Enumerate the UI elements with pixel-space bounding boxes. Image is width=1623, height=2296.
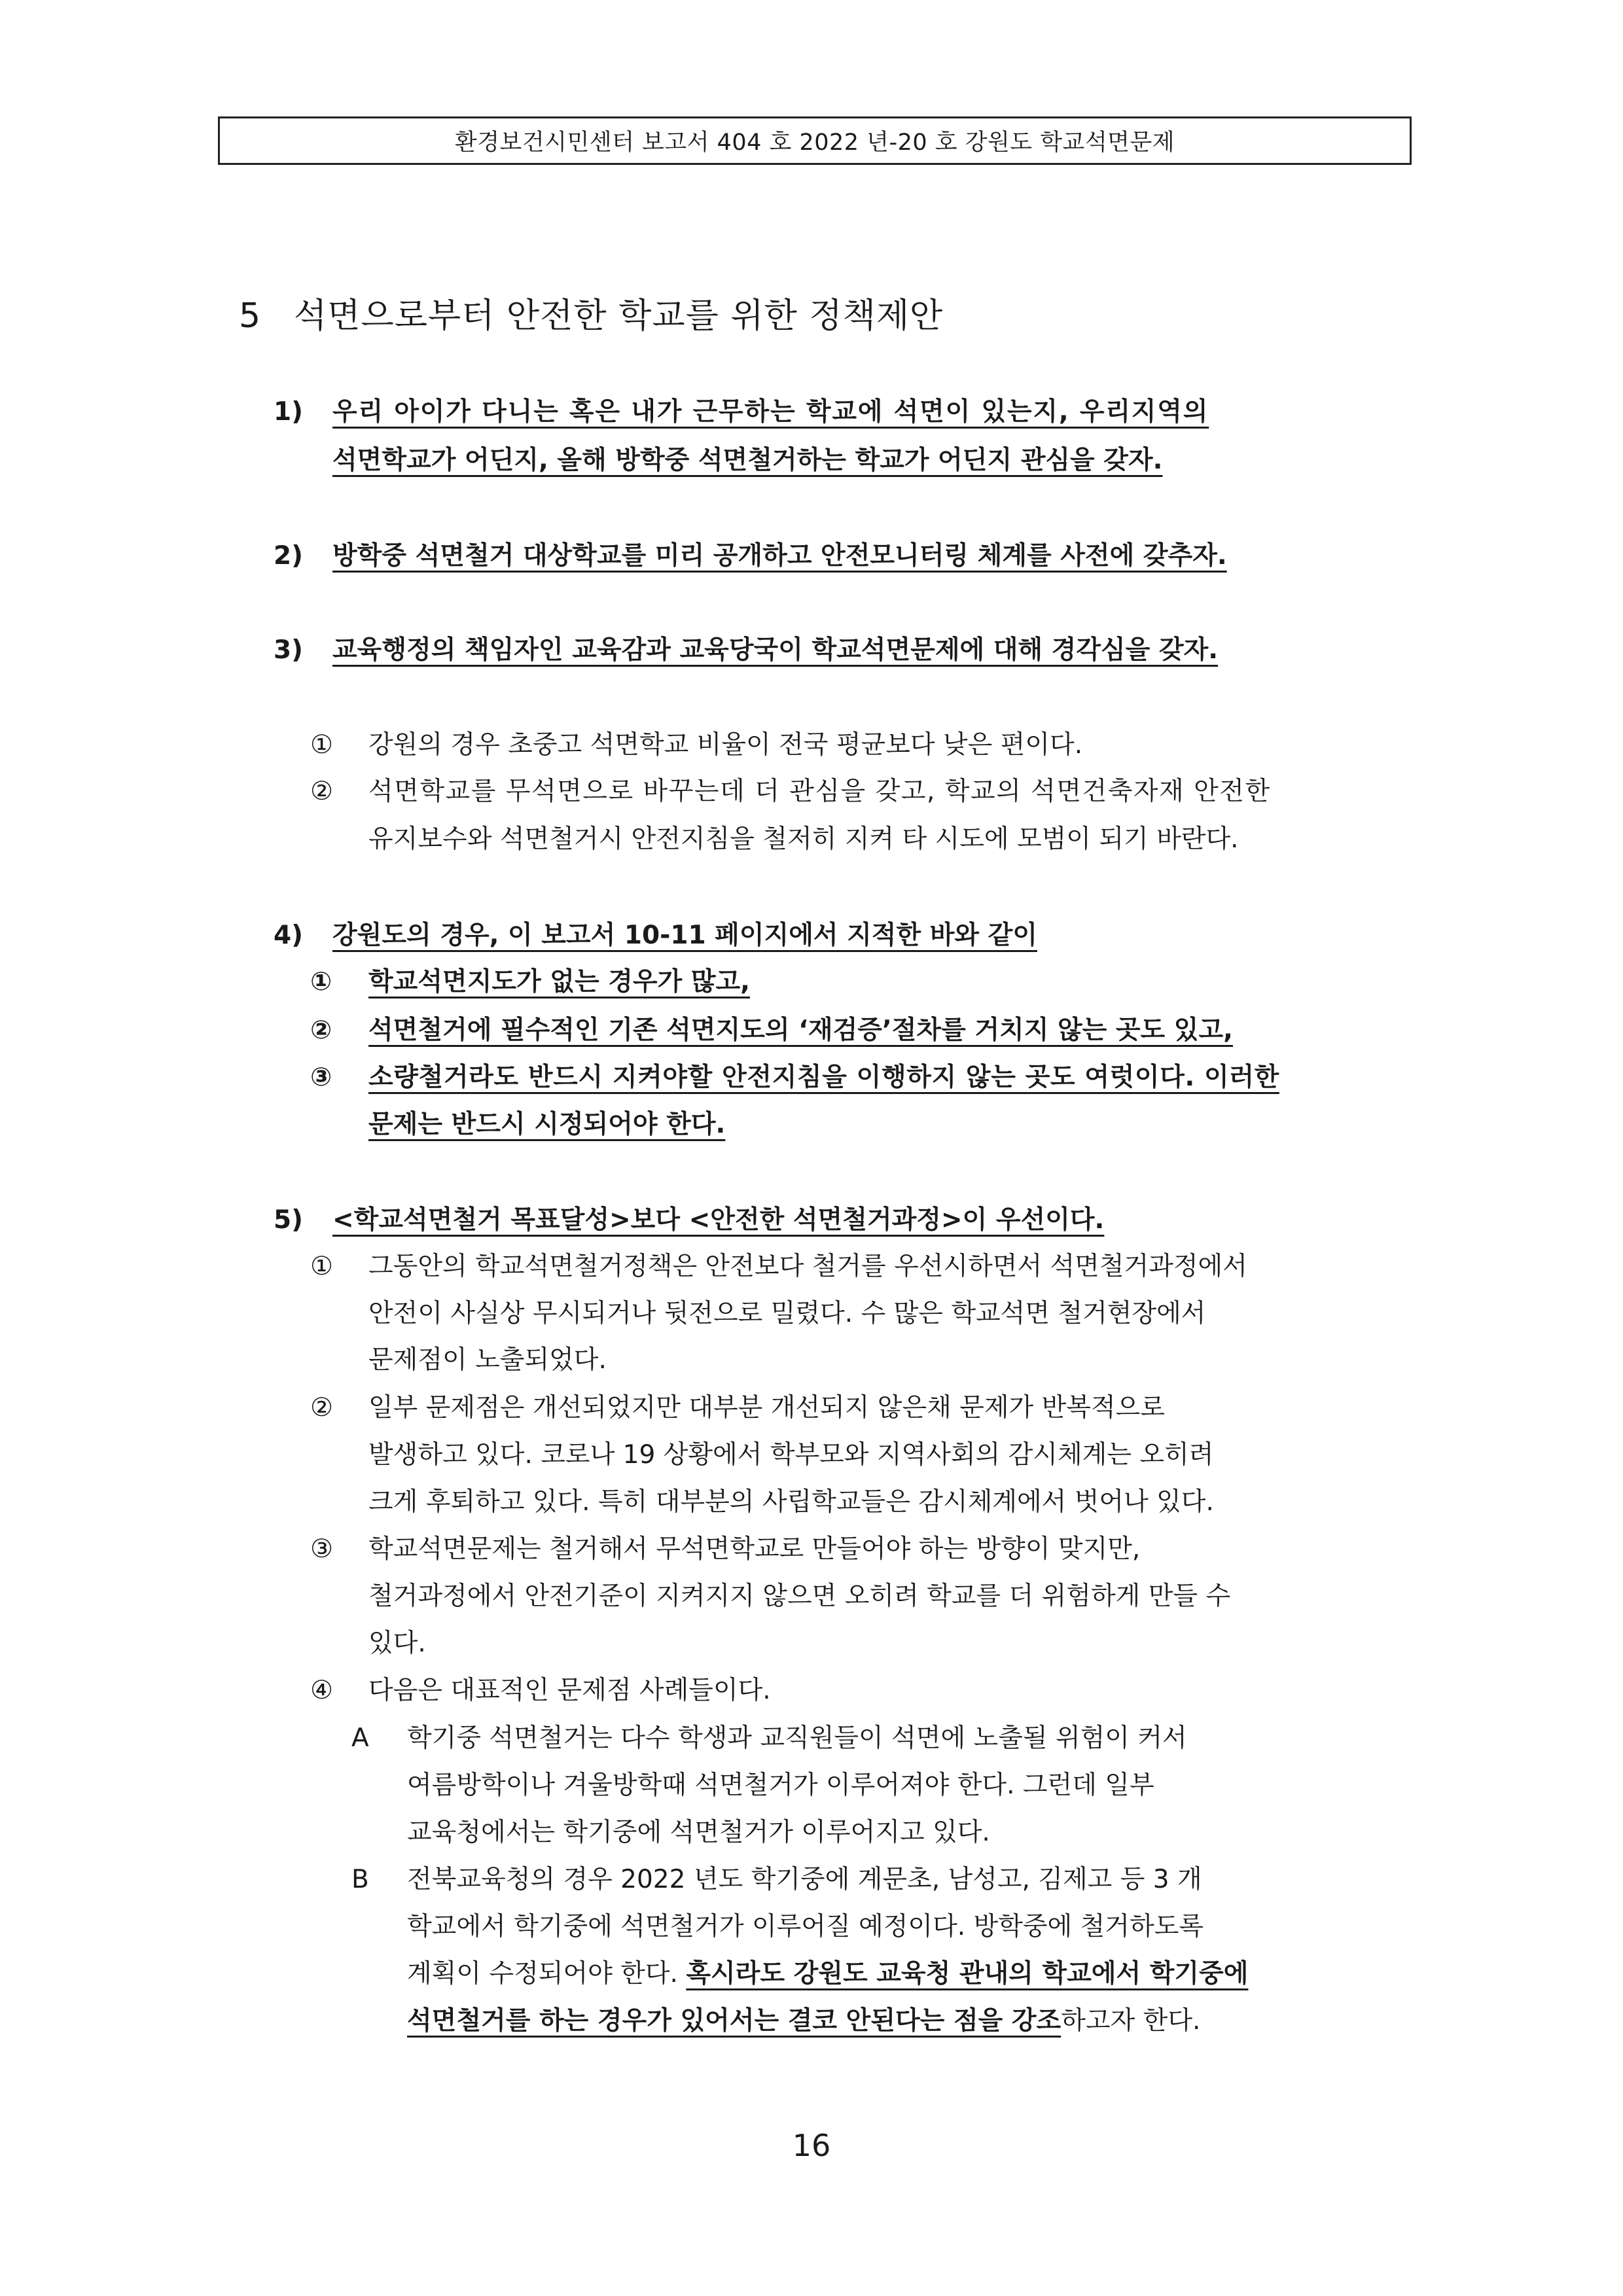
- case-a-line-3: 교육청에서는 학기중에 석면철거가 이루어지고 있다.: [407, 1818, 990, 1847]
- case-b-marker: B: [351, 1865, 369, 1894]
- item-1-line-1: 우리 아이가 다니는 혹은 내가 근무하는 학교에 석면이 있는지, 우리지역의: [332, 397, 1209, 427]
- item-4-sub-3-marker: ③: [310, 1063, 332, 1092]
- item-5-sub-4-line-1: 다음은 대표적인 문제점 사례들이다.: [368, 1676, 771, 1705]
- item-4-marker: 4): [274, 921, 303, 950]
- item-2-marker: 2): [274, 541, 303, 571]
- section-number: 5: [239, 296, 262, 336]
- item-5-sub-2-line-3: 크게 후퇴하고 있다. 특히 대부분의 사립학교들은 감시체계에서 벗어나 있다.: [368, 1487, 1214, 1517]
- item-5-sub-1-line-3: 문제점이 노출되었다.: [368, 1345, 607, 1375]
- item-4-sub-2-line-1: 석면철거에 필수적인 기존 석면지도의 ‘재검증’절차를 거치지 않는 곳도 있고,: [368, 1016, 1233, 1045]
- case-b-line-4-emphasis: 석면철거를 하는 경우가 있어서는 결코 안된다는 점을 강조: [407, 2006, 1061, 2036]
- item-3-sub-2-line-1: 석면학교를 무석면으로 바꾸는데 더 관심을 갖고, 학교의 석면건축자재 안전한: [368, 777, 1271, 806]
- item-4-sub-3-line-2: 문제는 반드시 시정되어야 한다.: [368, 1110, 726, 1139]
- item-3-marker: 3): [274, 635, 303, 665]
- item-5-sub-3-line-3: 있다.: [368, 1629, 426, 1658]
- case-b-line-2: 학교에서 학기중에 석면철거가 이루어질 예정이다. 방학중에 철거하도록: [407, 1912, 1204, 1941]
- item-3-sub-1-line-1: 강원의 경우 초중고 석면학교 비율이 전국 평균보다 낮은 편이다.: [368, 730, 1083, 760]
- item-3-sub-1-marker: ①: [310, 730, 333, 760]
- item-5-sub-3-line-2: 철거과정에서 안전기준이 지켜지지 않으면 오히려 학교를 더 위험하게 만들 수: [368, 1581, 1231, 1611]
- section-title: [239, 288, 943, 337]
- section-title-text: 석면으로부터 안전한 학교를 위한 정책제안: [294, 296, 944, 336]
- item-4-sub-1-line-1: 학교석면지도가 없는 경우가 많고,: [368, 967, 750, 997]
- item-5-sub-2-line-1: 일부 문제점은 개선되었지만 대부분 개선되지 않은채 문제가 반복적으로: [368, 1393, 1165, 1422]
- item-5-sub-2-marker: ②: [310, 1393, 333, 1422]
- case-a-line-2: 여름방학이나 겨울방학때 석면철거가 이루어져야 한다. 그런데 일부: [407, 1771, 1154, 1800]
- item-3-line-1: 교육행정의 책임자인 교육감과 교육당국이 학교석면문제에 대해 경각심을 갖자.: [332, 635, 1219, 665]
- item-5-marker: 5): [274, 1205, 303, 1235]
- item-5-sub-3-marker: ③: [310, 1534, 333, 1564]
- item-5-sub-1-line-1: 그동안의 학교석면철거정책은 안전보다 철거를 우선시하면서 석면철거과정에서: [368, 1252, 1247, 1281]
- item-5-sub-1-line-2: 안전이 사실상 무시되거나 뒷전으로 밀렸다. 수 많은 학교석면 철거현장에서: [368, 1299, 1206, 1328]
- page-number: 16: [792, 2128, 831, 2163]
- item-3-sub-2-marker: ②: [310, 777, 333, 806]
- item-2-line-1: 방학중 석면철거 대상학교를 미리 공개하고 안전모니터링 체계를 사전에 갖추자.: [332, 541, 1227, 571]
- item-4-sub-2-marker: ②: [310, 1016, 332, 1045]
- case-a-line-1: 학기중 석면철거는 다수 학생과 교직원들이 석면에 노출될 위험이 커서: [407, 1723, 1187, 1753]
- case-b-line-3: [407, 1961, 1248, 1987]
- item-4-sub-1-marker: ①: [310, 967, 332, 997]
- case-a-marker: A: [351, 1723, 369, 1753]
- item-5-sub-1-marker: ①: [310, 1252, 333, 1281]
- item-5-sub-3-line-1: 학교석면문제는 철거해서 무석면학교로 만들어야 하는 방향이 맞지만,: [368, 1534, 1141, 1564]
- case-b-line-3-plain: 계획이 수정되어야 한다.: [407, 1959, 687, 1988]
- case-b-line-4-plain: 하고자 한다.: [1061, 2006, 1201, 2036]
- report-header: [218, 116, 1412, 165]
- case-b-line-1: 전북교육청의 경우 2022 년도 학기중에 계문초, 남성고, 김제고 등 3 개: [407, 1865, 1202, 1894]
- report-header-text: 환경보건시민센터 보고서 404 호 2022 년-20 호 강원도 학교석면문제: [454, 130, 1175, 156]
- case-b-line-4: [407, 2008, 1200, 2034]
- item-5-sub-4-marker: ④: [310, 1676, 333, 1705]
- item-1-marker: 1): [274, 397, 303, 427]
- case-b-line-3-emphasis: 혹시라도 강원도 교육청 관내의 학교에서 학기중에: [686, 1959, 1249, 1988]
- item-5-sub-2-line-2: 발생하고 있다. 코로나 19 상황에서 학부모와 지역사회의 감시체계는 오히려: [368, 1440, 1214, 1470]
- item-5-line-1: <학교석면철거 목표달성>보다 <안전한 석면철거과정>이 우선이다.: [332, 1205, 1105, 1235]
- item-3-sub-2-line-2: 유지보수와 석면철거시 안전지침을 철저히 지켜 타 시도에 모범이 되기 바란다.: [368, 824, 1239, 854]
- item-4-sub-3-line-1: 소량철거라도 반드시 지켜야할 안전지침을 이행하지 않는 곳도 여럿이다. 이러한: [368, 1063, 1279, 1092]
- item-4-line-1: 강원도의 경우, 이 보고서 10-11 페이지에서 지적한 바와 같이: [332, 921, 1037, 950]
- item-1-line-2: 석면학교가 어딘지, 올해 방학중 석면철거하는 학교가 어딘지 관심을 갖자.: [332, 446, 1163, 475]
